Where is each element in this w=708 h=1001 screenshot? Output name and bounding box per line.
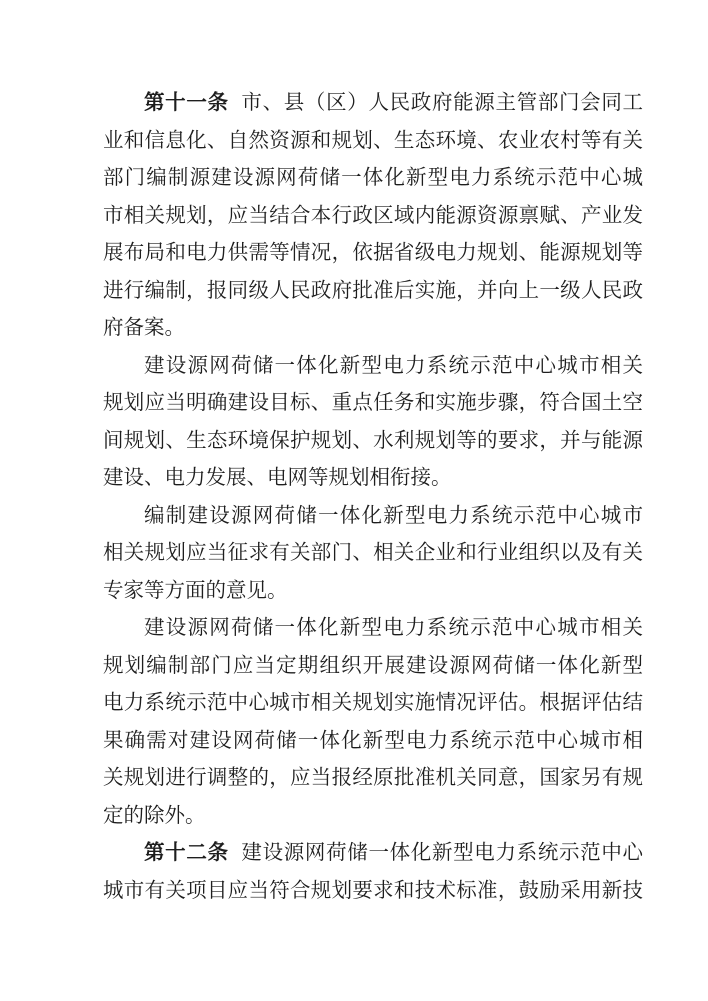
- text-line: 规划应当明确建设目标、重点任务和实施步骤，符合国土空: [103, 391, 643, 414]
- text-line: 城市有关项目应当符合规划要求和技术标准，鼓励采用新技: [103, 878, 643, 902]
- text-line: 展布局和电力供需等情况，依据省级电力规划、能源规划等: [103, 241, 643, 264]
- text-line: 市、县（区）人民政府能源主管部门会同工: [241, 91, 643, 114]
- text-line: 府备案。: [103, 316, 185, 339]
- text-line: 建设、电力发展、电网等规划相衔接。: [103, 466, 452, 489]
- text-line: 进行编制，报同级人民政府批准后实施，并向上一级人民政: [103, 278, 643, 302]
- text-line: 建设源网荷储一体化新型电力系统示范中心: [241, 841, 643, 864]
- text-line: 部门编制源建设源网荷储一体化新型电力系统示范中心城: [103, 166, 643, 189]
- text-line: 建设源网荷储一体化新型电力系统示范中心城市相关: [144, 616, 643, 639]
- text-line: 间规划、生态环境保护规划、水利规划等的要求，并与能源: [103, 428, 643, 452]
- article-12-first-line: [103, 834, 643, 872]
- text-line: 编制建设源网荷储一体化新型电力系统示范中心城市: [144, 503, 643, 527]
- text-line: 定的除外。: [103, 803, 206, 827]
- document-text-block: [103, 84, 643, 909]
- text-line: 电力系统示范中心城市相关规划实施情况评估。根据评估结: [103, 691, 643, 714]
- text-line: 果确需对建设网荷储一体化新型电力系统示范中心城市相: [103, 728, 643, 752]
- article-11-number: 第十一条: [144, 91, 229, 114]
- text-line: 市相关规划，应当结合本行政区域内能源资源禀赋、产业发: [103, 203, 643, 227]
- text-line: 业和信息化、自然资源和规划、生态环境、农业农村等有关: [103, 128, 643, 152]
- article-12-number: 第十二条: [144, 841, 229, 864]
- text-line: 关规划进行调整的，应当报经原批准机关同意，国家另有规: [103, 766, 643, 789]
- text-line: 建设源网荷储一体化新型电力系统示范中心城市相关: [144, 353, 643, 377]
- text-line: 规划编制部门应当定期组织开展建设源网荷储一体化新型: [103, 653, 643, 677]
- text-line: 相关规划应当征求有关部门、相关企业和行业组织以及有关: [103, 541, 643, 564]
- article-11-first-line: [103, 84, 643, 122]
- text-line: 专家等方面的意见。: [103, 578, 288, 602]
